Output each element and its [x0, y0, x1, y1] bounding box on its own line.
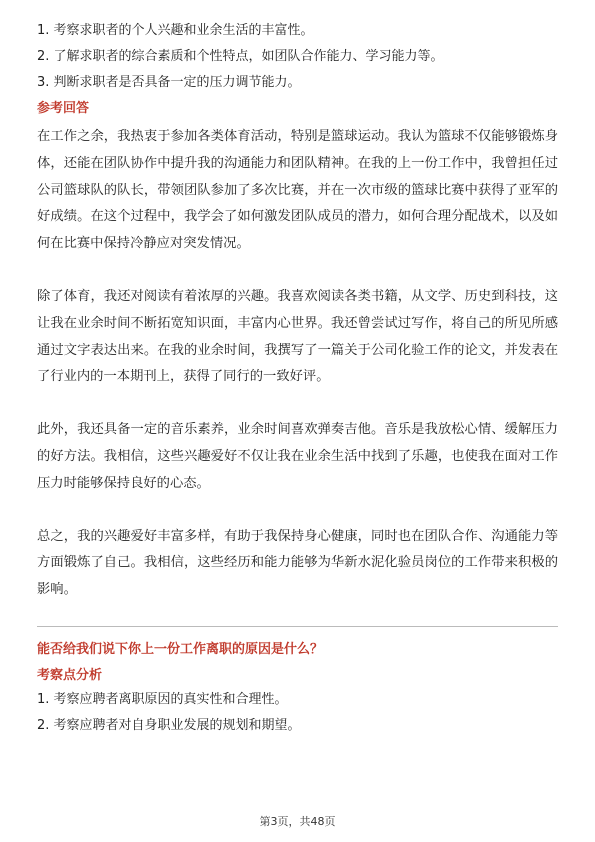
answer-paragraph: 在工作之余，我热衷于参加各类体育活动，特别是篮球运动。我认为篮球不仅能够锻炼身体，还能在团队协作中提升我的沟通能力和团队精神。在我的上一份工作中，我曾担任过公司篮球队的队长，带领团队参加了多次比赛，并在一次市级的篮球比赛中获得了亚军的好成绩。在这个过程中，我学会了如何激发团队成员的潜力，如何合理分配战术，以及如何在比赛中保持冷静应对突发情况。 — [37, 129, 558, 252]
section-divider — [37, 626, 558, 627]
page-footer: 第3页，共48页 — [259, 815, 336, 828]
document-page — [37, 22, 558, 743]
analysis-heading: 考察点分析 — [37, 667, 103, 683]
list-item: 2. 了解求职者的综合素质和个性特点，如团队合作能力、学习能力等。 — [37, 49, 444, 64]
list-item: 1. 考察应聘者离职原因的真实性和合理性。 — [37, 691, 288, 707]
question-heading: 能否给我们说下你上一份工作离职的原因是什么？ — [37, 641, 324, 657]
list-item: 3. 判断求职者是否具备一定的压力调节能力。 — [37, 75, 301, 90]
answer-paragraph: 除了体育，我还对阅读有着浓厚的兴趣。我喜欢阅读各类书籍，从文学、历史到科技，这让我在业余时间不断拓宽知识面，丰富内心世界。我还曾尝试过写作，将自己的所见所感通过文字表达出来。在我的业余时间，我撰写了一篇关于公司化验工作的论文，并发表在了行业内的一本期刊上，获得了同行的一致好评。 — [37, 288, 558, 385]
list-item: 2. 考察应聘者对自身职业发展的规划和期望。 — [37, 717, 301, 733]
answer-paragraph: 此外，我还具备一定的音乐素养，业余时间喜欢弹奏吉他。音乐是我放松心情、缓解压力的好方法。我相信，这些兴趣爱好不仅让我在业余生活中找到了乐趣，也使我在面对工作压力时能够保持良好的心态。 — [37, 422, 558, 491]
answer-heading: 参考回答 — [37, 101, 90, 116]
list-item: 1. 考察求职者的个人兴趣和业余生活的丰富性。 — [37, 23, 314, 38]
answer-paragraph: 总之，我的兴趣爱好丰富多样，有助于我保持身心健康，同时也在团队合作、沟通能力等方面锻炼了自己。我相信，这些经历和能力能够为华新水泥化验员岗位的工作带来积极的影响。 — [37, 528, 558, 598]
